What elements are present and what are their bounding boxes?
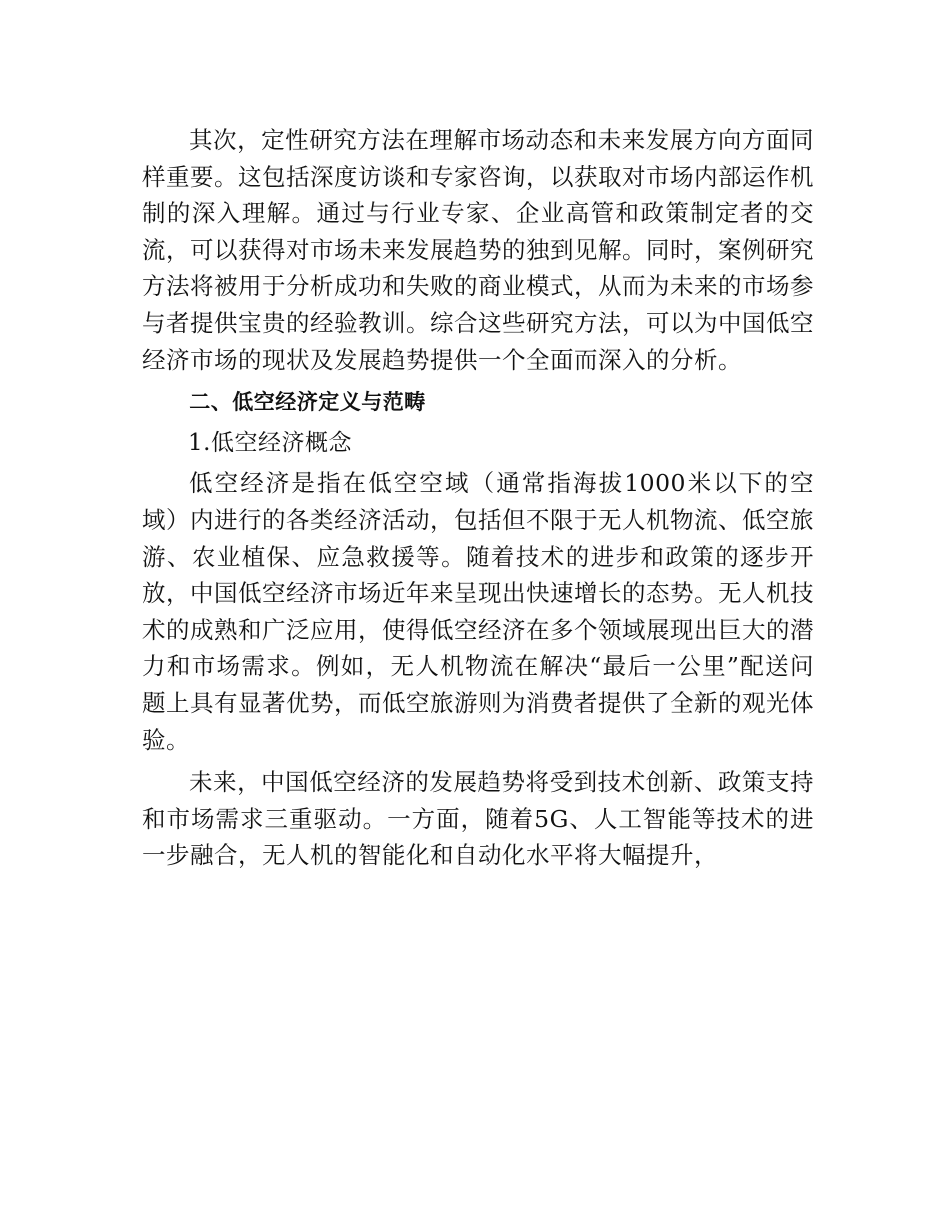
document-body (142, 122, 814, 874)
paragraph-qualitative-research: 其次，定性研究方法在理解市场动态和未来发展方向方面同样重要。这包括深度访谈和专家咨询，以获取对市场内部运作机制的深入理解。通过与行业专家、企业高管和政策制定者的交流，可以获得对市场未来发展趋势的独到见解。同时，案例研究方法将被用于分析成功和失败的商业模式，从而为未来的市场参与者提供宝贵的经验教训。综合这些研究方法，可以为中国低空经济市场的现状及发展趋势提供一个全面而深入的分析。 (142, 126, 814, 374)
paragraph-future-trends: 未来，中国低空经济的发展趋势将受到技术创新、政策支持和市场需求三重驱动。一方面，随着5G、人工智能等技术的进一步融合，无人机的智能化和自动化水平将大幅提升， (142, 768, 814, 870)
subsection-heading: 1.低空经济概念 (188, 429, 352, 456)
section-heading: 二、低空经济定义与范畴 (189, 390, 426, 415)
paragraph-low-altitude-concept: 低空经济是指在低空空域（通常指海拔1000米以下的空域）内进行的各类经济活动，包括但不限于无人机物流、低空旅游、农业植保、应急救援等。随着技术的进步和政策的逐步开放，中国低空经济市场近年来呈现出快速增长的态势。无人机技术的成熟和广泛应用，使得低空经济在多个领域展现出巨大的潜力和市场需求。例如，无人机物流在解决“最后一公里”配送问题上具有显著优势，而低空旅游则为消费者提供了全新的观光体验。 (142, 469, 814, 754)
